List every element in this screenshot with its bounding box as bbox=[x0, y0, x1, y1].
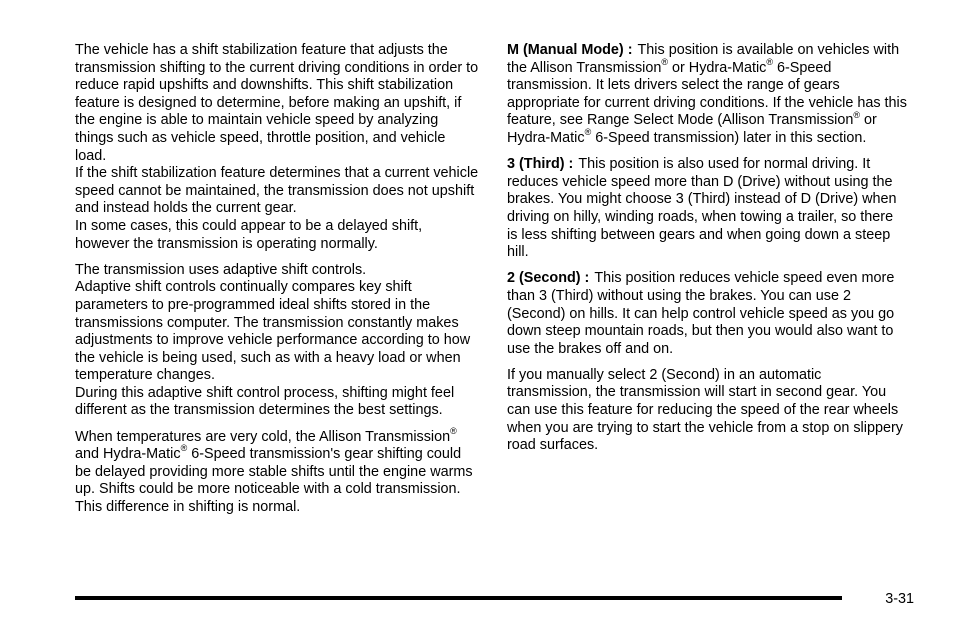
hold-gear-text: If the shift stabilization feature determines that a current vehicle speed cannot be maintained, the transmission does not upshift and instead holds the current gear. bbox=[75, 165, 479, 217]
second-gear-text: This position reduces vehicle speed even more than 3 (Third) without using the brakes. You can use 2 (Second) on hills. It can help control vehicle speed as you go down steep mountain roads, but then you would also want to use the brakes off and on. bbox=[507, 270, 895, 357]
cold-text-part: and Hydra-Matic bbox=[75, 446, 181, 463]
footer-rule bbox=[75, 596, 842, 600]
registered-mark: ® bbox=[766, 56, 774, 67]
adaptive-shift-paragraph bbox=[75, 262, 480, 420]
page-number: 3-31 bbox=[885, 591, 914, 607]
shift-stabilization-paragraph bbox=[75, 42, 480, 253]
cold-text-part: 6-Speed transmission's gear shifting could be delayed providing more stable shifts until the engine warms up. Shifts could be more noticeable with a cold transmission. bbox=[75, 446, 473, 498]
left-column bbox=[75, 42, 480, 525]
registered-mark: ® bbox=[584, 127, 592, 138]
registered-mark: ® bbox=[661, 56, 669, 67]
third-gear-paragraph bbox=[507, 156, 907, 262]
adaptive-intro-text: The transmission uses adaptive shift controls. bbox=[75, 261, 367, 278]
registered-mark: ® bbox=[450, 425, 457, 436]
manual-mode-text: or Hydra-Matic bbox=[507, 112, 877, 146]
manual-select-paragraph bbox=[507, 367, 907, 455]
manual-select-text: If you manually select 2 (Second) in an automatic transmission, the transmission will start in second gear. You can use this feature for reducing the speed of the rear wheels when you are trying to start the vehicle from a stop on slippery road surfaces. bbox=[507, 366, 903, 454]
registered-mark: ® bbox=[853, 109, 860, 120]
second-gear-term: 2 (Second) : bbox=[507, 270, 590, 287]
third-gear-text: This position is also used for normal driving. It reduces vehicle speed more than D (Drive) without using the brakes. You might choose 3 (Third) instead of D (Drive) when driving on hilly, winding roads, when towing a trailer, so there is less shifting between gears and when going down a steep hill. bbox=[507, 156, 897, 261]
manual-mode-text: or Hydra-Matic bbox=[668, 59, 767, 76]
manual-mode-term: M (Manual Mode) : bbox=[507, 42, 633, 58]
registered-mark: ® bbox=[180, 443, 188, 454]
adaptive-detail-text: Adaptive shift controls continually compares key shift parameters to pre-programmed ideal shifts stored in the transmissions computer. The transmission constantly makes adjustments to improve vehicle performance according to how the vehicle is being used, such as with a heavy load or when temperature changes. bbox=[75, 279, 471, 384]
delayed-shift-text: In some cases, this could appear to be a delayed shift, however the transmission is operating normally. bbox=[75, 217, 423, 252]
manual-mode-text: 6-Speed transmission) later in this section. bbox=[591, 129, 867, 146]
adaptive-feel-text: During this adaptive shift control process, shifting might feel different as the transmission determines the best settings. bbox=[75, 384, 455, 419]
cold-text-part: When temperatures are very cold, the Allison Transmission bbox=[75, 428, 451, 445]
manual-mode-text: This position is available on vehicles with the Allison Transmission bbox=[507, 42, 900, 76]
normal-shift-text: This difference in shifting is normal. bbox=[75, 499, 301, 516]
cold-temperature-paragraph bbox=[75, 425, 480, 517]
third-gear-term: 3 (Third) : bbox=[507, 156, 574, 173]
manual-mode-text: 6-Speed transmission. It lets drivers select the range of gears appropriate for current driving conditions. If the vehicle has this feature, see Range Select Mode (Allison Transmission bbox=[507, 59, 907, 129]
second-gear-paragraph bbox=[507, 270, 907, 358]
manual-mode-paragraph bbox=[507, 42, 907, 148]
shift-stabilization-text: The vehicle has a shift stabilization feature that adjusts the transmission shifting to the current driving conditions in order to reduce rapid upshifts and downshifts. This shift stabilization feature is designed to determine, before making an upshift, if the engine is able to maintain vehicle speed by analyzing things such as vehicle speed, throttle position, and vehicle load. bbox=[75, 42, 479, 164]
right-column bbox=[507, 42, 907, 463]
